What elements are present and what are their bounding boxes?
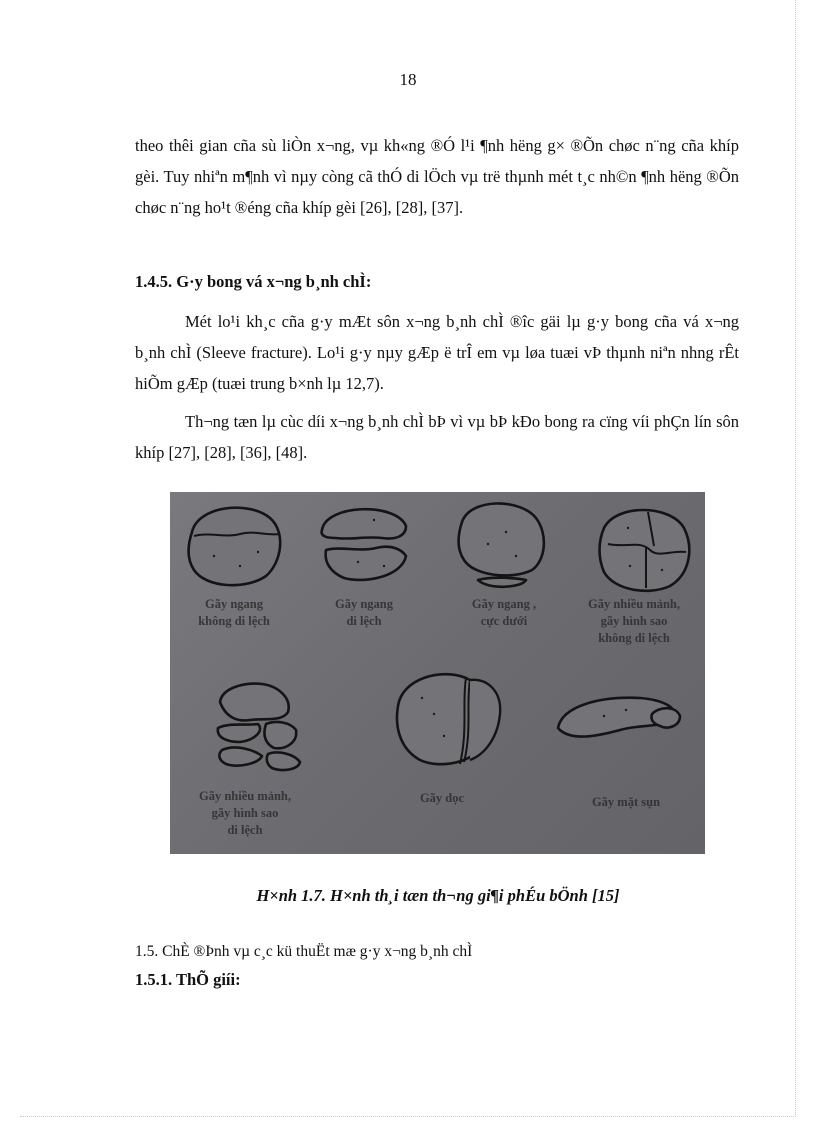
figure-label-5: Gãy nhiều mảnh, gãy hình sao di lệch [198,789,292,837]
figure-label-6: Gãy dọc [419,791,465,805]
paragraph-1: theo thêi gian cña sù liÒn x¬ng, vµ kh«ng ®Ó l¹i ¶nh hëng g× ®Õn chøc n¨ng cña khíp gèi. Tuy nhiªn m¶nh vì nµy còng cã thÓ di lÖch vµ trë thµnh mét t¸c nh©n ¶nh hëng ®Õn chøc n¨ng ho¹t ®éng cña khíp gèi [26], [28], [37]. [135,136,739,217]
page-border-bottom [20,1116,796,1117]
paragraph-2: Mét lo¹i kh¸c cña g·y mÆt sôn x¬ng b¸nh chÌ ®îc gäi lµ g·y bong cña vá x¬ng b¸nh chÌ (Sleeve fracture). Lo¹i g·y nµy gÆp ë trÎ em vµ løa tuæi vÞ thµnh niªn nhng rÊt hiÕm gÆp (tuæi trung b×nh lµ 12,7). [135,312,739,393]
page-border-right [795,0,796,1117]
figure-caption: H×nh 1.7. H×nh th¸i tæn th¬ng gi¶i phÉu bÖnh [15] [256,886,620,905]
paragraph-3: Th¬ng tæn lµ cùc díi x¬ng b¸nh chÌ bÞ vì vµ bÞ kÐo bong ra cïng víi phÇn lín sôn khíp [27], [28], [36], [48]. [135,412,739,462]
figure-label-3: Gãy ngang , cực dưới [471,597,537,628]
page-number: 18 [399,70,417,89]
section-heading-1-5-1: 1.5.1. ThÕ giíi: [135,970,241,989]
figure-label-2: Gãy ngang di lệch [334,597,393,628]
figure-patella-fracture-types [170,492,705,854]
section-heading-1-5: 1.5. ChÈ ®Þnh vµ c¸c kü thuËt mæ g·y x¬ng b¸nh chÌ [135,943,473,960]
section-heading-1-4-5: 1.4.5. G·y bong vá x¬ng b¸nh chÌ: [135,272,372,291]
figure-label-7: Gãy mặt sụn [591,795,661,809]
figure-label-1: Gãy ngang không di lệch [198,597,270,628]
figure-label-4: Gãy nhiều mảnh, gãy hình sao không di lệch [587,597,681,645]
